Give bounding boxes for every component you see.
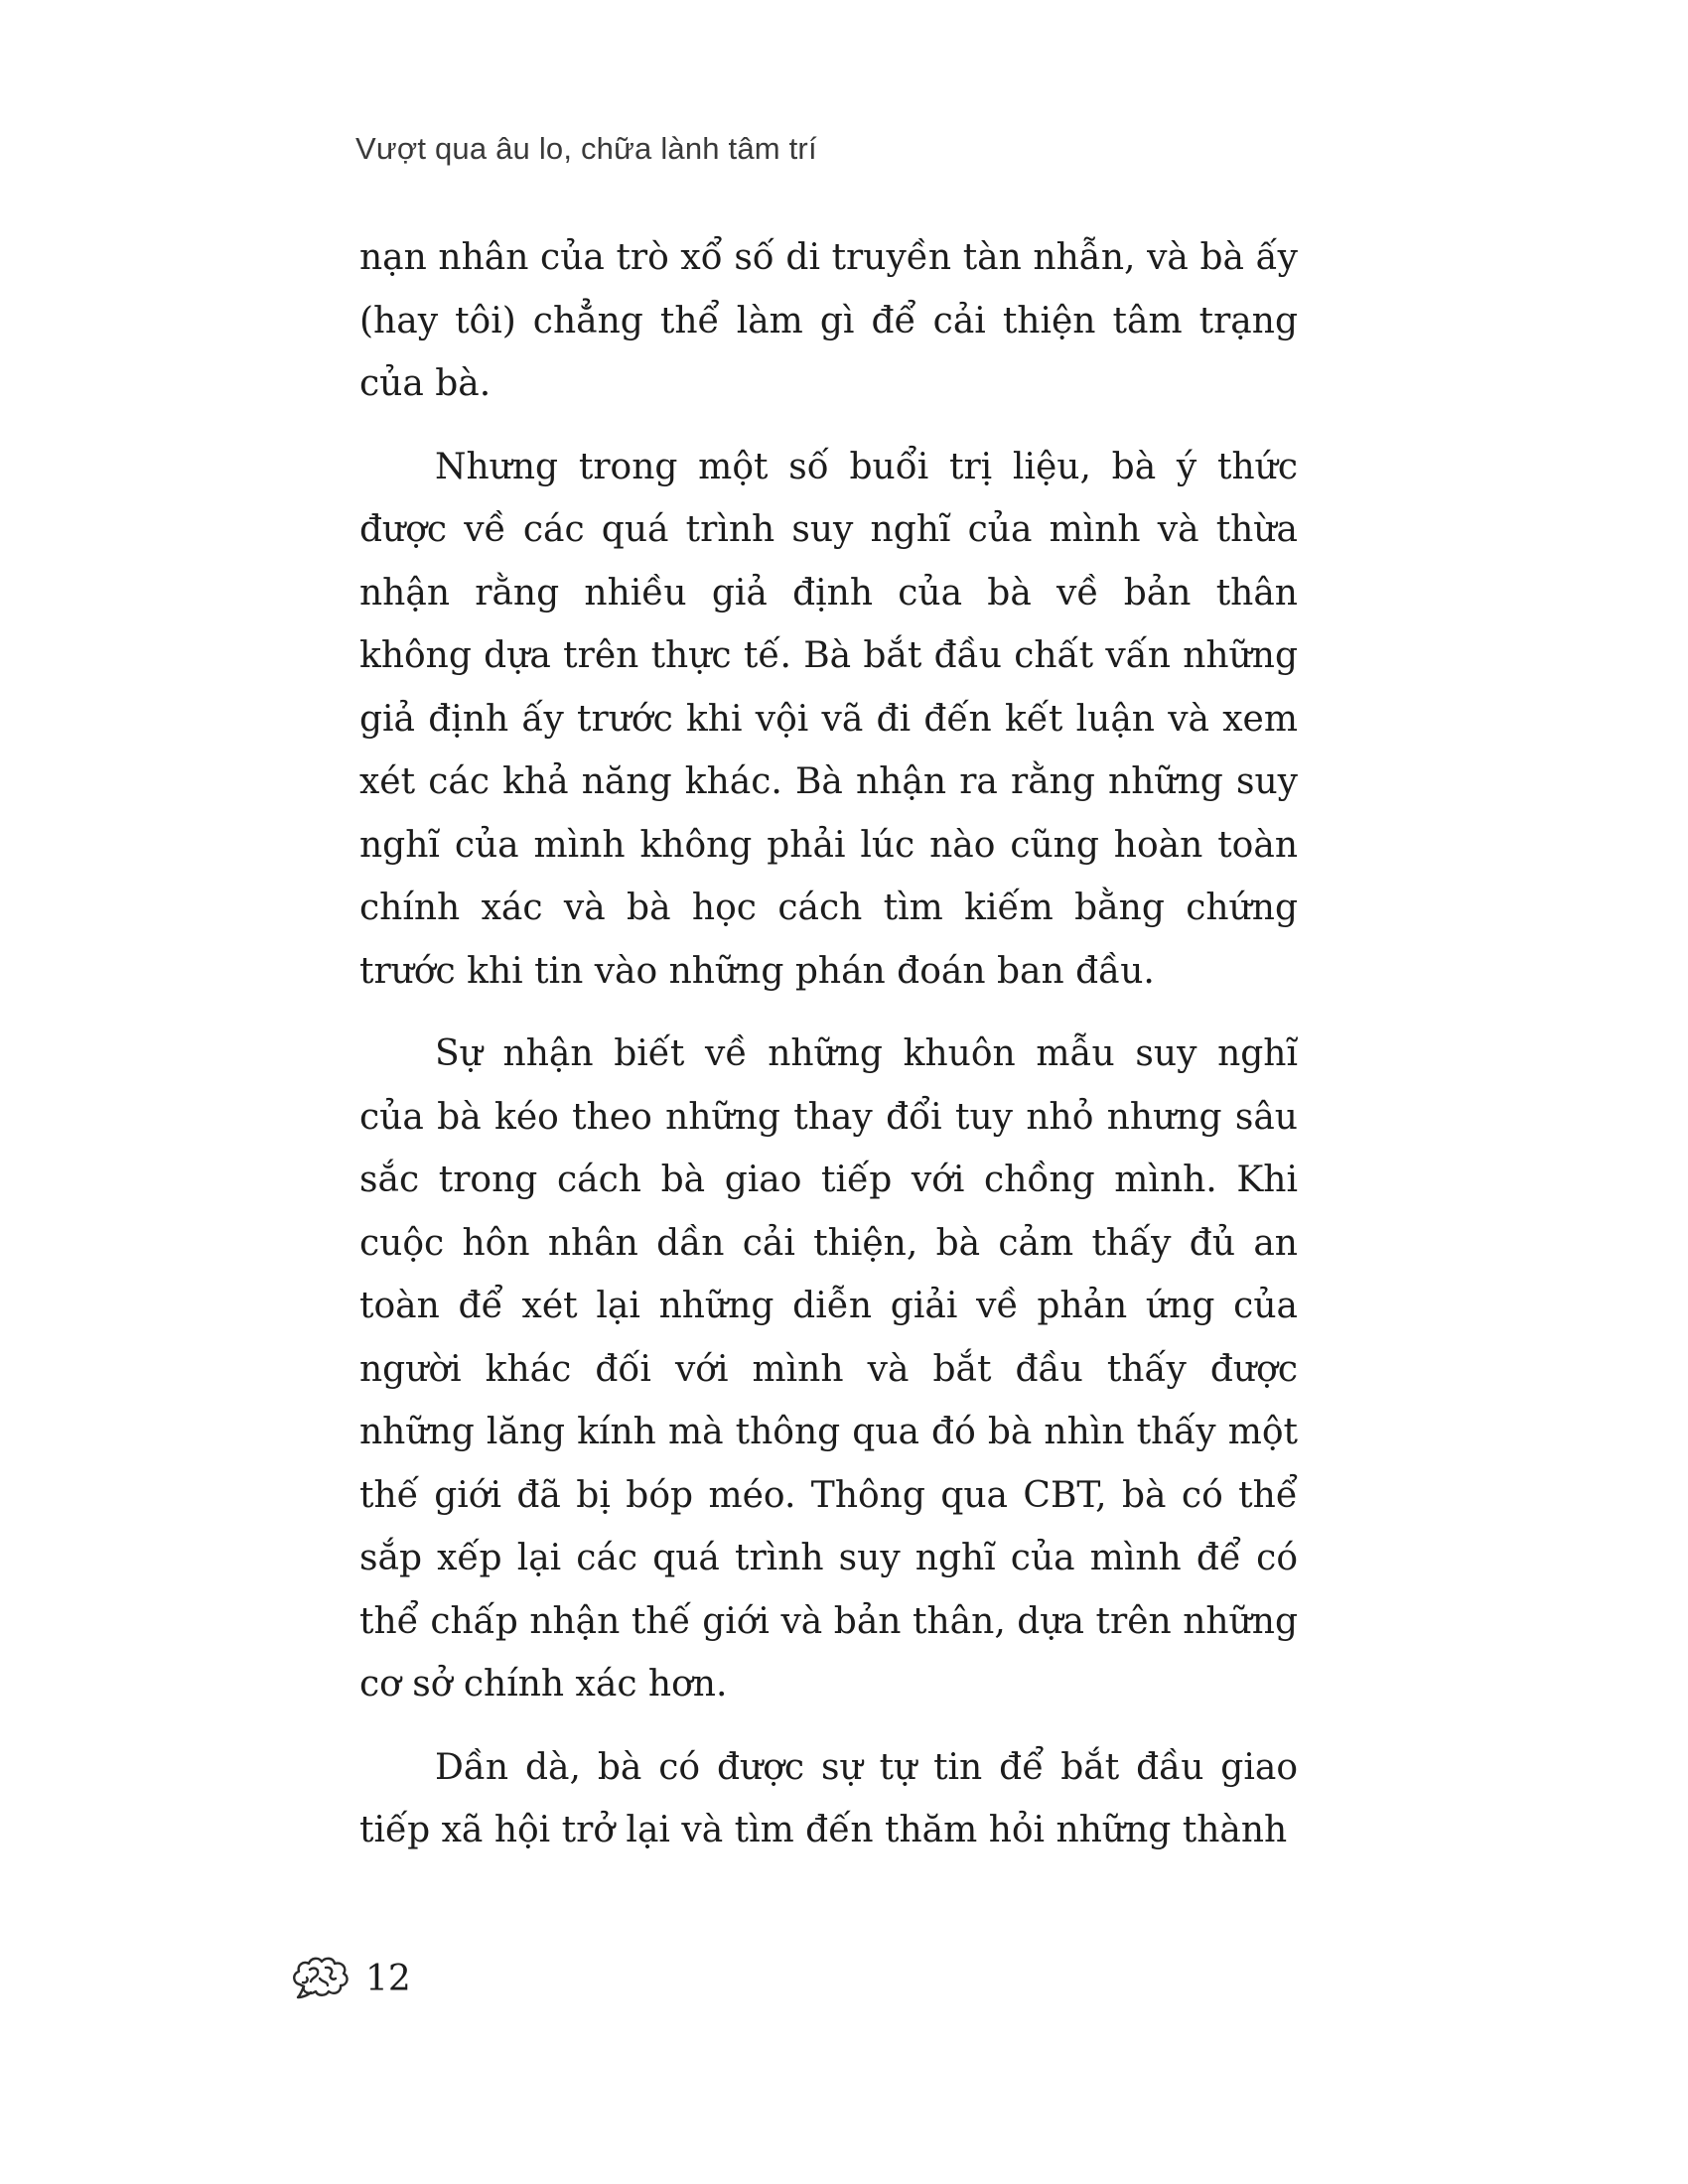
- paragraph: Dần dà, bà có được sự tự tin để bắt đầu giao tiếp xã hội trở lại và tìm đến thăm hỏi những thành: [359, 1746, 1298, 1850]
- brain-icon: [290, 1955, 352, 2002]
- page-footer: [290, 1954, 411, 2003]
- page-number: 12: [365, 1958, 411, 1999]
- running-header-title: Vượt qua âu lo, chữa lành tâm trí: [355, 131, 817, 166]
- paragraph: Nhưng trong một số buổi trị liệu, bà ý thức được về các quá trình suy nghĩ của mình và thừa nhận rằng nhiều giả định của bà về bản thân không dựa trên thực tế. Bà bắt đầu chất vấn những giả định ấy trước khi vội vã đi đến kết luận và xem xét các khả năng khác. Bà nhận ra rằng những suy nghĩ của mình không phải lúc nào cũng hoàn toàn chính xác và bà học cách tìm kiếm bằng chứng trước khi tin vào những phán đoán ban đầu.: [359, 446, 1298, 992]
- paragraph-continuation: nạn nhân của trò xổ số di truyền tàn nhẫn, và bà ấy (hay tôi) chẳng thể làm gì để cải thiện tâm trạng của bà.: [359, 237, 1298, 404]
- paragraph: Sự nhận biết về những khuôn mẫu suy nghĩ của bà kéo theo những thay đổi tuy nhỏ nhưng sâu sắc trong cách bà giao tiếp với chồng mình. Khi cuộc hôn nhân dần cải thiện, bà cảm thấy đủ an toàn để xét lại những diễn giải về phản ứng của người khác đối với mình và bắt đầu thấy được những lăng kính mà thông qua đó bà nhìn thấy một thế giới đã bị bóp méo. Thông qua CBT, bà có thể sắp xếp lại các quá trình suy nghĩ của mình để có thể chấp nhận thế giới và bản thân, dựa trên những cơ sở chính xác hơn.: [359, 1033, 1298, 1705]
- body-text: [359, 226, 1298, 1862]
